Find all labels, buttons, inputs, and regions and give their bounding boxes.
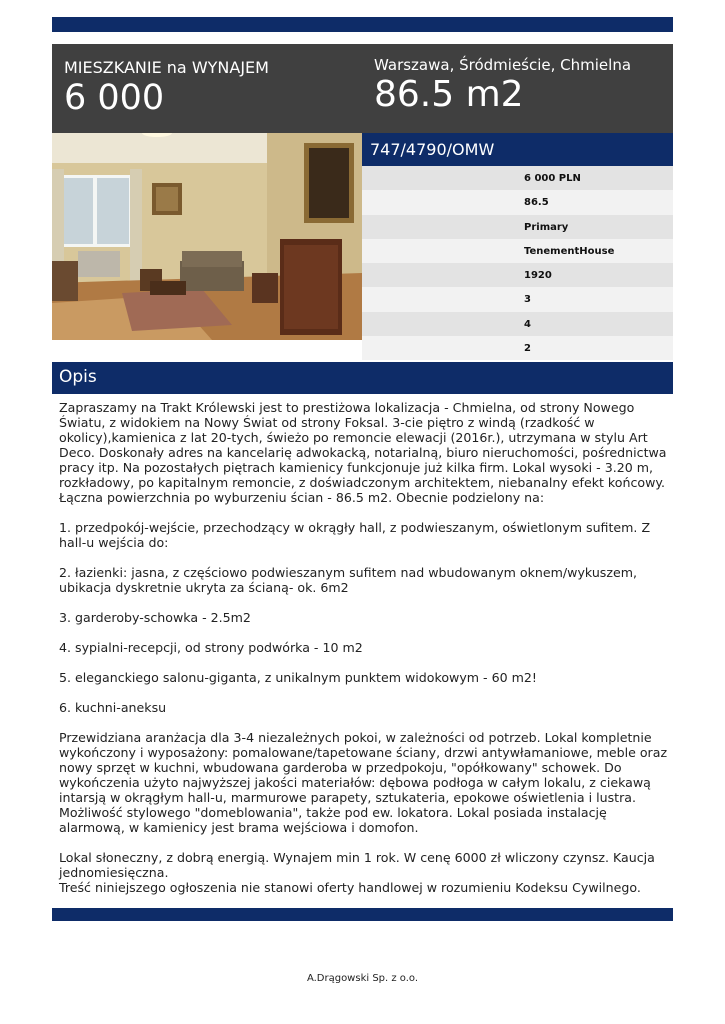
description-terms: Lokal słoneczny, z dobrą energią. Wynajem min 1 rok. W cenę 6000 zł wliczony czynsz. Kaucja jednomiesięczna.	[59, 850, 655, 880]
detail-area: 86.5	[362, 190, 673, 214]
description-intro: Zapraszamy na Trakt Królewski jest to prestiżowa lokalizacja - Chmielna, od strony Nowego Światu, z widokiem na Nowy Świat od strony Foksal. 3-cie piętro z windą (rzadkość w okolicy),kamienica z lat 20-tych, świeżo po remoncie elewacji (2016r.), utrzymana w stylu Art Deco. Doskonały adres na kancelarię adwokacką, notarialną, biuro nieruchomości, pośrednictwa pracy itp. Na pozostałych piętrach kamienicy funkcjonuje już kilka firm. Lokal wysoki - 3.20 m, rozkładowy, po kapitalnym remoncie, z doświadczonym architektem, niebanalny efekt końcowy. Łączna powierzchnia po wyburzeniu ścian - 86.5 m2. Obecnie podzielony na:	[59, 400, 667, 505]
detail-rooms: 3	[362, 287, 673, 311]
legal-disclaimer: Treść niniejszego ogłoszenia nie stanowi oferty handlowej w rozumieniu Kodeksu Cywilnego.	[59, 880, 641, 895]
detail-value: 2	[362, 336, 673, 360]
description-arrangement: Przewidziana aranżacja dla 3-4 niezależnych pokoi, w zależności od potrzeb. Lokal kompletnie wykończony i wyposażony: pomalowane/tapetowane ściany, drzwi antywłamaniowe, meble oraz nowy sprzęt w kuchni, wbudowana garderoba w przedpokoju, "opółkowany" schowek. Do wykończenia użyto najwyższej jakości materiałów: dębowa podłoga w całym lokalu, z ciekawą intarsją w okrągłym hall-u, marmurowe parapety, sztukateria, epokowe oświetlenia i lustra. Możliwość stylowego "domeblowania", także pod ew. lokatora. Lokal posiada instalację alarmową, w kamienicy jest brama wejściowa i domofon.	[59, 730, 668, 835]
description-item: 5. eleganckiego salonu-giganta, z unikalnym punktem widokowym - 60 m2!	[59, 670, 537, 685]
detail-year: 1920	[362, 263, 673, 287]
top-accent-bar	[52, 17, 673, 32]
description-item: 3. garderoby-schowka - 2.5m2	[59, 610, 251, 625]
description	[59, 400, 671, 895]
apartment-photo	[52, 133, 362, 340]
bottom-accent-bar	[52, 908, 673, 921]
description-item: 1. przedpokój-wejście, przechodzący w okrągły hall, z podwieszanym, oświetlonym sufitem. Z hall-u wejścia do:	[59, 520, 651, 550]
reference-number: 747/4790/OMW	[362, 133, 673, 166]
listing-header	[52, 44, 673, 133]
listing-location: Warszawa, Śródmieście, Chmielna	[374, 56, 632, 74]
description-item: 4. sypialni-recepcji, od strony podwórka - 10 m2	[59, 640, 363, 655]
listing-type: MIESZKANIE na WYNAJEM	[64, 58, 269, 77]
detail-building-type: TenementHouse	[362, 239, 673, 263]
detail-market: Primary	[362, 215, 673, 239]
listing-area: 86.5 m2	[374, 74, 524, 115]
detail-floor: 4	[362, 312, 673, 336]
description-item: 2. łazienki: jasna, z częściowo podwieszanym sufitem nad wbudowanym oknem/wykuszem, ubikacja dyskretnie ukryta za ścianą- ok. 6m2	[59, 565, 638, 595]
detail-price: 6 000 PLN	[362, 166, 673, 190]
section-title: Opis	[52, 362, 673, 394]
details-table	[362, 166, 673, 360]
footer-company: A.Drągowski Sp. z o.o.	[306, 973, 419, 984]
description-item: 6. kuchni-aneksu	[59, 700, 167, 715]
listing-price: 6 000	[64, 78, 165, 118]
